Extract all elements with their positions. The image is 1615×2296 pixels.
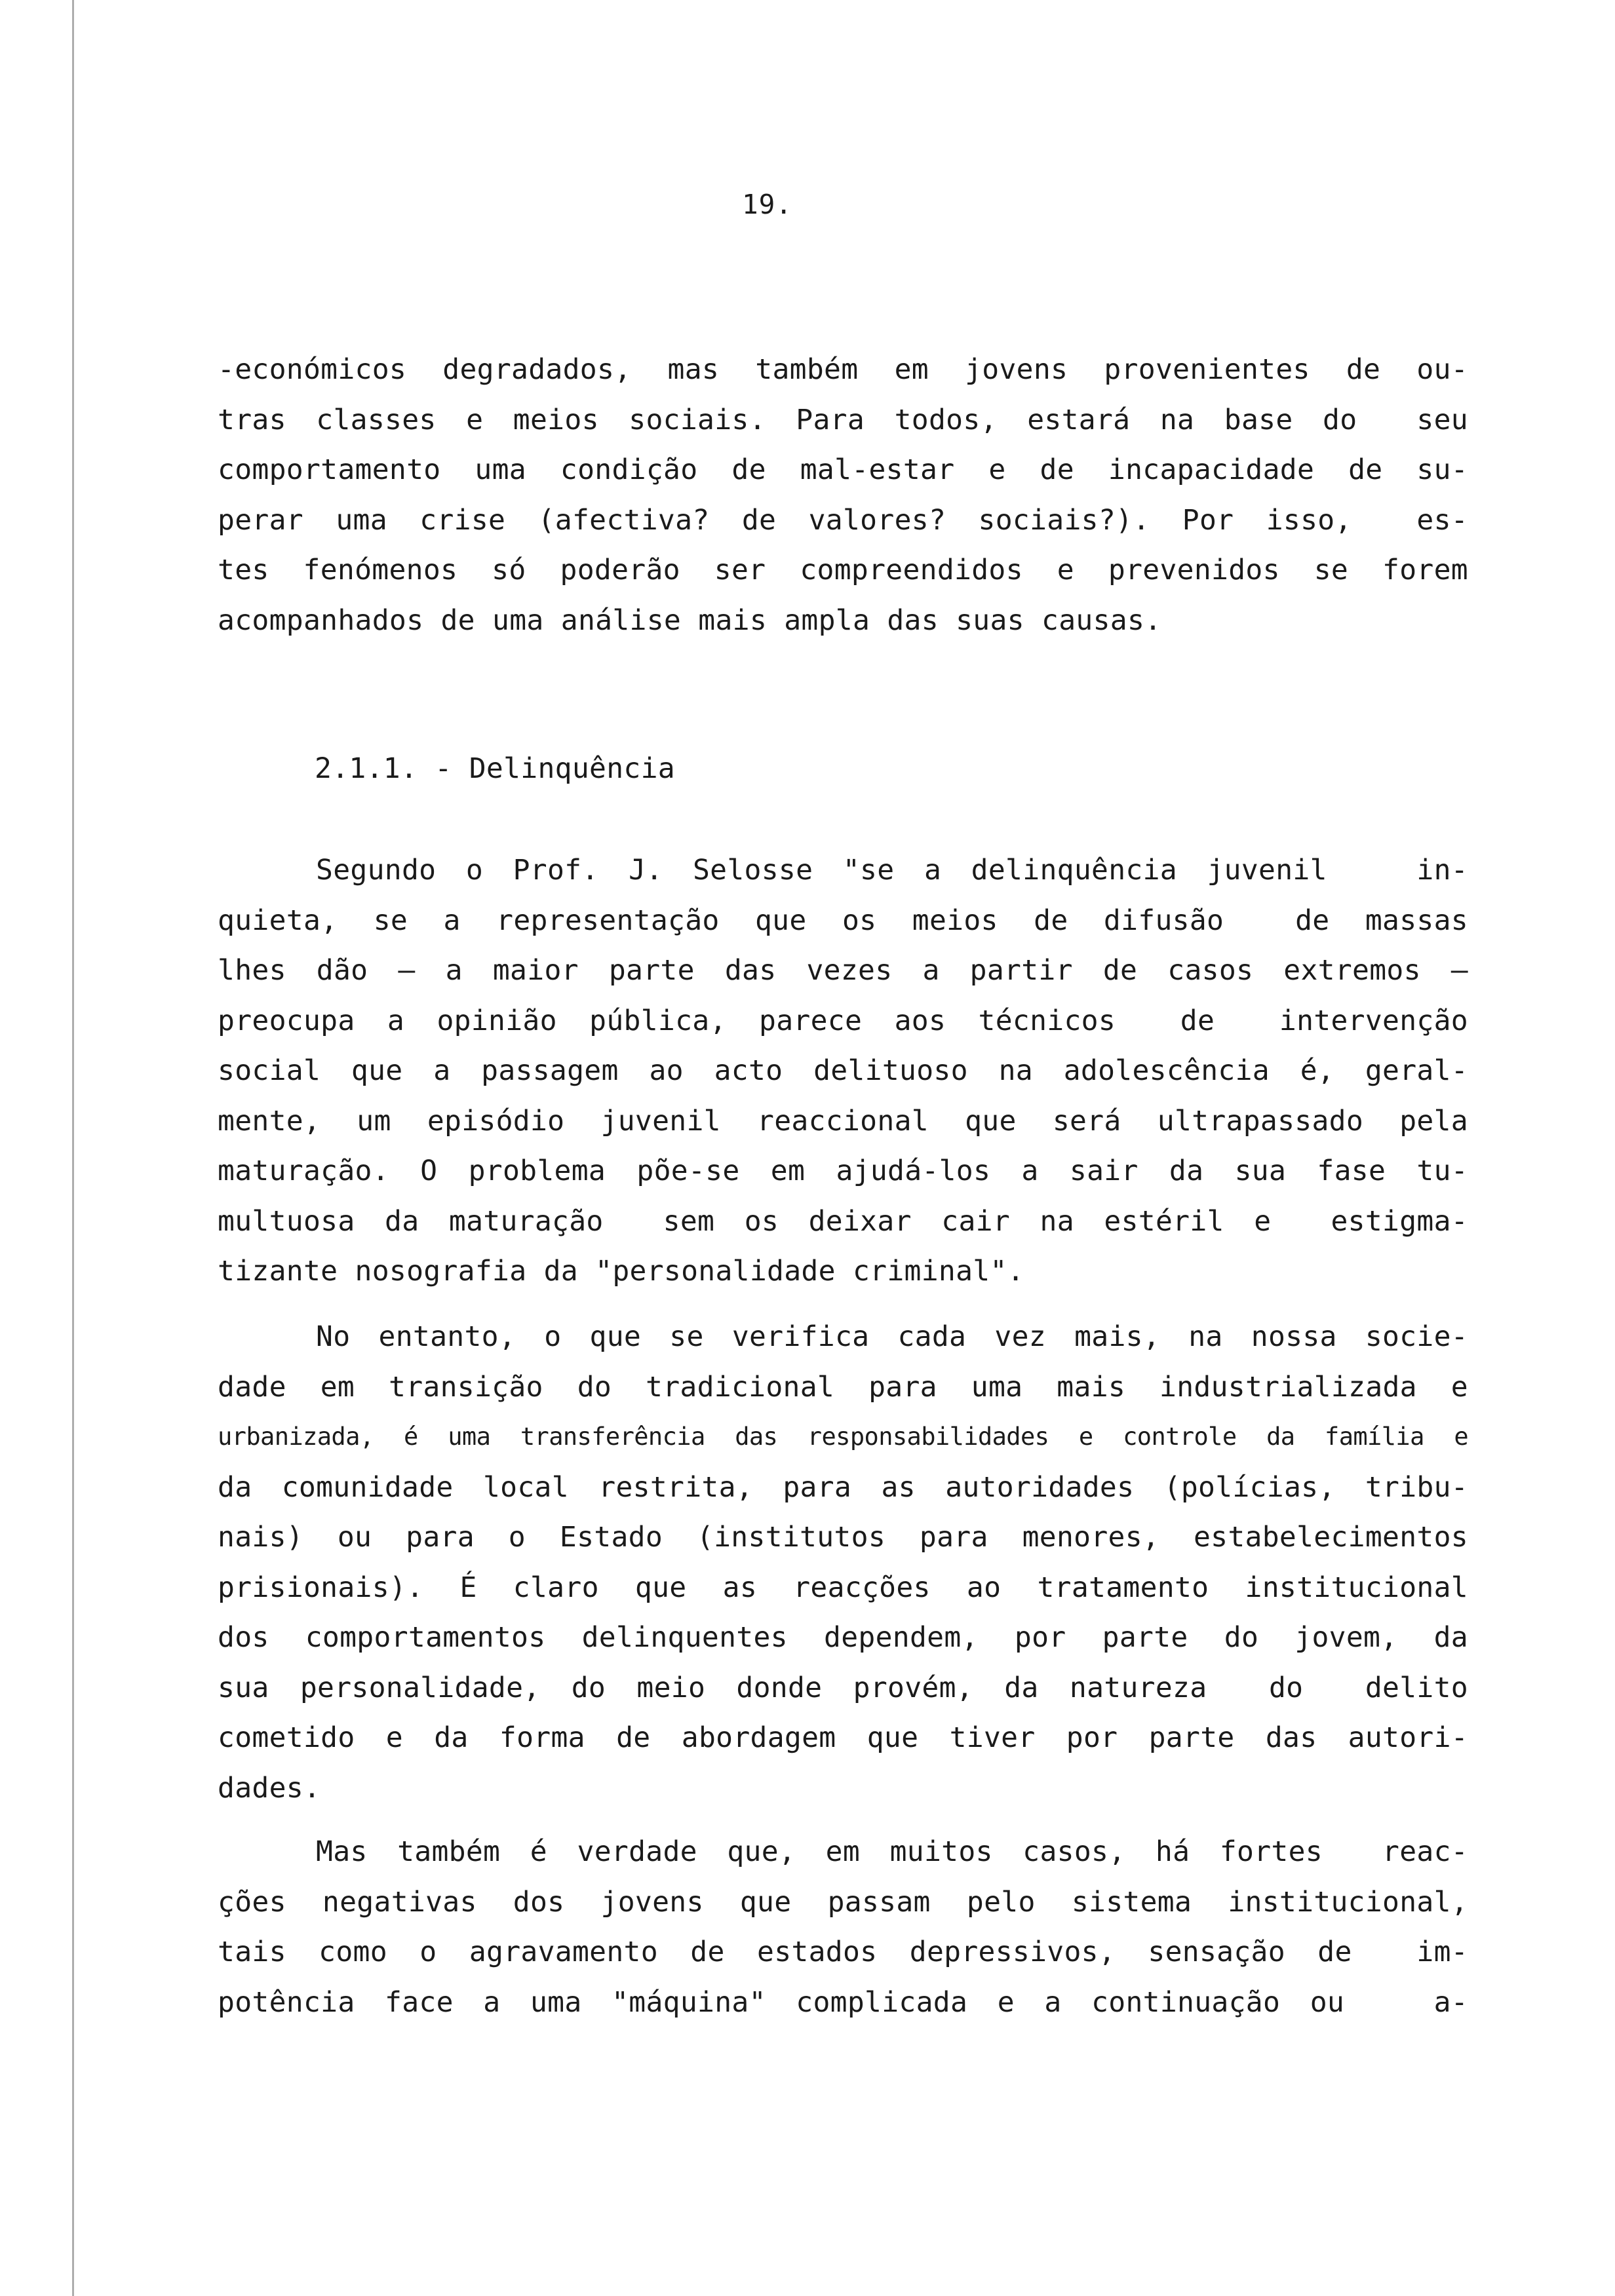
text-line: prisionais). É claro que as reacções ao tratamento institucional xyxy=(218,1571,1468,1604)
text-line: dades. xyxy=(218,1771,321,1805)
text-line: quieta, se a representação que os meios de difusão de massas xyxy=(218,904,1468,937)
text-line: sua personalidade, do meio donde provém, da natureza do delito xyxy=(218,1671,1468,1704)
paragraph-institutional-transfer xyxy=(218,1312,1468,1813)
text-line: tizante nosografia da "personalidade criminal". xyxy=(218,1255,1024,1288)
text-line: Segundo o Prof. J. Selosse "se a delinquência juvenil in- xyxy=(316,854,1468,887)
text-line: da comunidade local restrita, para as autoridades (polícias, tribu- xyxy=(218,1470,1468,1504)
paragraph-selosse-quote xyxy=(218,845,1468,1297)
text-line: cometido e da forma de abordagem que tiver por parte das autori- xyxy=(218,1721,1468,1754)
text-line: mente, um episódio juvenil reaccional que será ultrapassado pela xyxy=(218,1104,1468,1138)
text-line: potência face a uma "máquina" complicada e a continuação ou a- xyxy=(218,1985,1468,2019)
text-line: urbanizada, é uma transferência das responsabilidades e controle da família e xyxy=(218,1423,1468,1451)
text-line: preocupa a opinião pública, parece aos técnicos de intervenção xyxy=(218,1004,1468,1037)
text-line: tras classes e meios sociais. Para todos, estará na base do seu xyxy=(218,403,1468,436)
text-line: dos comportamentos delinquentes dependem, por parte do jovem, da xyxy=(218,1621,1468,1654)
text-line: Mas também é verdade que, em muitos casos, há fortes reac- xyxy=(316,1835,1468,1868)
text-line: multuosa da maturação sem os deixar cair na estéril e estigma- xyxy=(218,1204,1468,1238)
text-line: No entanto, o que se verifica cada vez mais, na nossa socie- xyxy=(316,1320,1468,1353)
text-line: maturação. O problema põe-se em ajudá-los a sair da sua fase tu- xyxy=(218,1155,1468,1187)
paragraph-intro xyxy=(218,345,1468,645)
text-line: tes fenómenos só poderão ser compreendidos e prevenidos se forem xyxy=(218,554,1468,586)
text-line: dade em transição do tradicional para uma mais industrializada e xyxy=(218,1370,1468,1404)
text-line: comportamento uma condição de mal-estar e de incapacidade de su- xyxy=(218,453,1468,486)
binding-margin-line xyxy=(72,0,74,2296)
text-line: acompanhados de uma análise mais ampla das suas causas. xyxy=(218,603,1162,637)
text-line: tais como o agravamento de estados depressivos, sensação de im- xyxy=(218,1936,1468,1968)
text-line: perar uma crise (afectiva? de valores? sociais?). Por isso, es- xyxy=(218,503,1468,537)
paragraph-negative-reactions xyxy=(218,1827,1468,2027)
text-line: -económicos degradados, mas também em jovens provenientes de ou- xyxy=(218,353,1468,386)
text-line: ções negativas dos jovens que passam pelo sistema institucional, xyxy=(218,1885,1468,1919)
text-line: nais) ou para o Estado (institutos para menores, estabelecimentos xyxy=(218,1521,1468,1554)
text-line: lhes dão — a maior parte das vezes a partir de casos extremos — xyxy=(218,954,1468,987)
text-line: social que a passagem ao acto delituoso na adolescência é, geral- xyxy=(218,1054,1468,1087)
section-heading: 2.1.1. - Delinquência xyxy=(315,752,675,785)
page-number: 19. xyxy=(742,189,793,220)
